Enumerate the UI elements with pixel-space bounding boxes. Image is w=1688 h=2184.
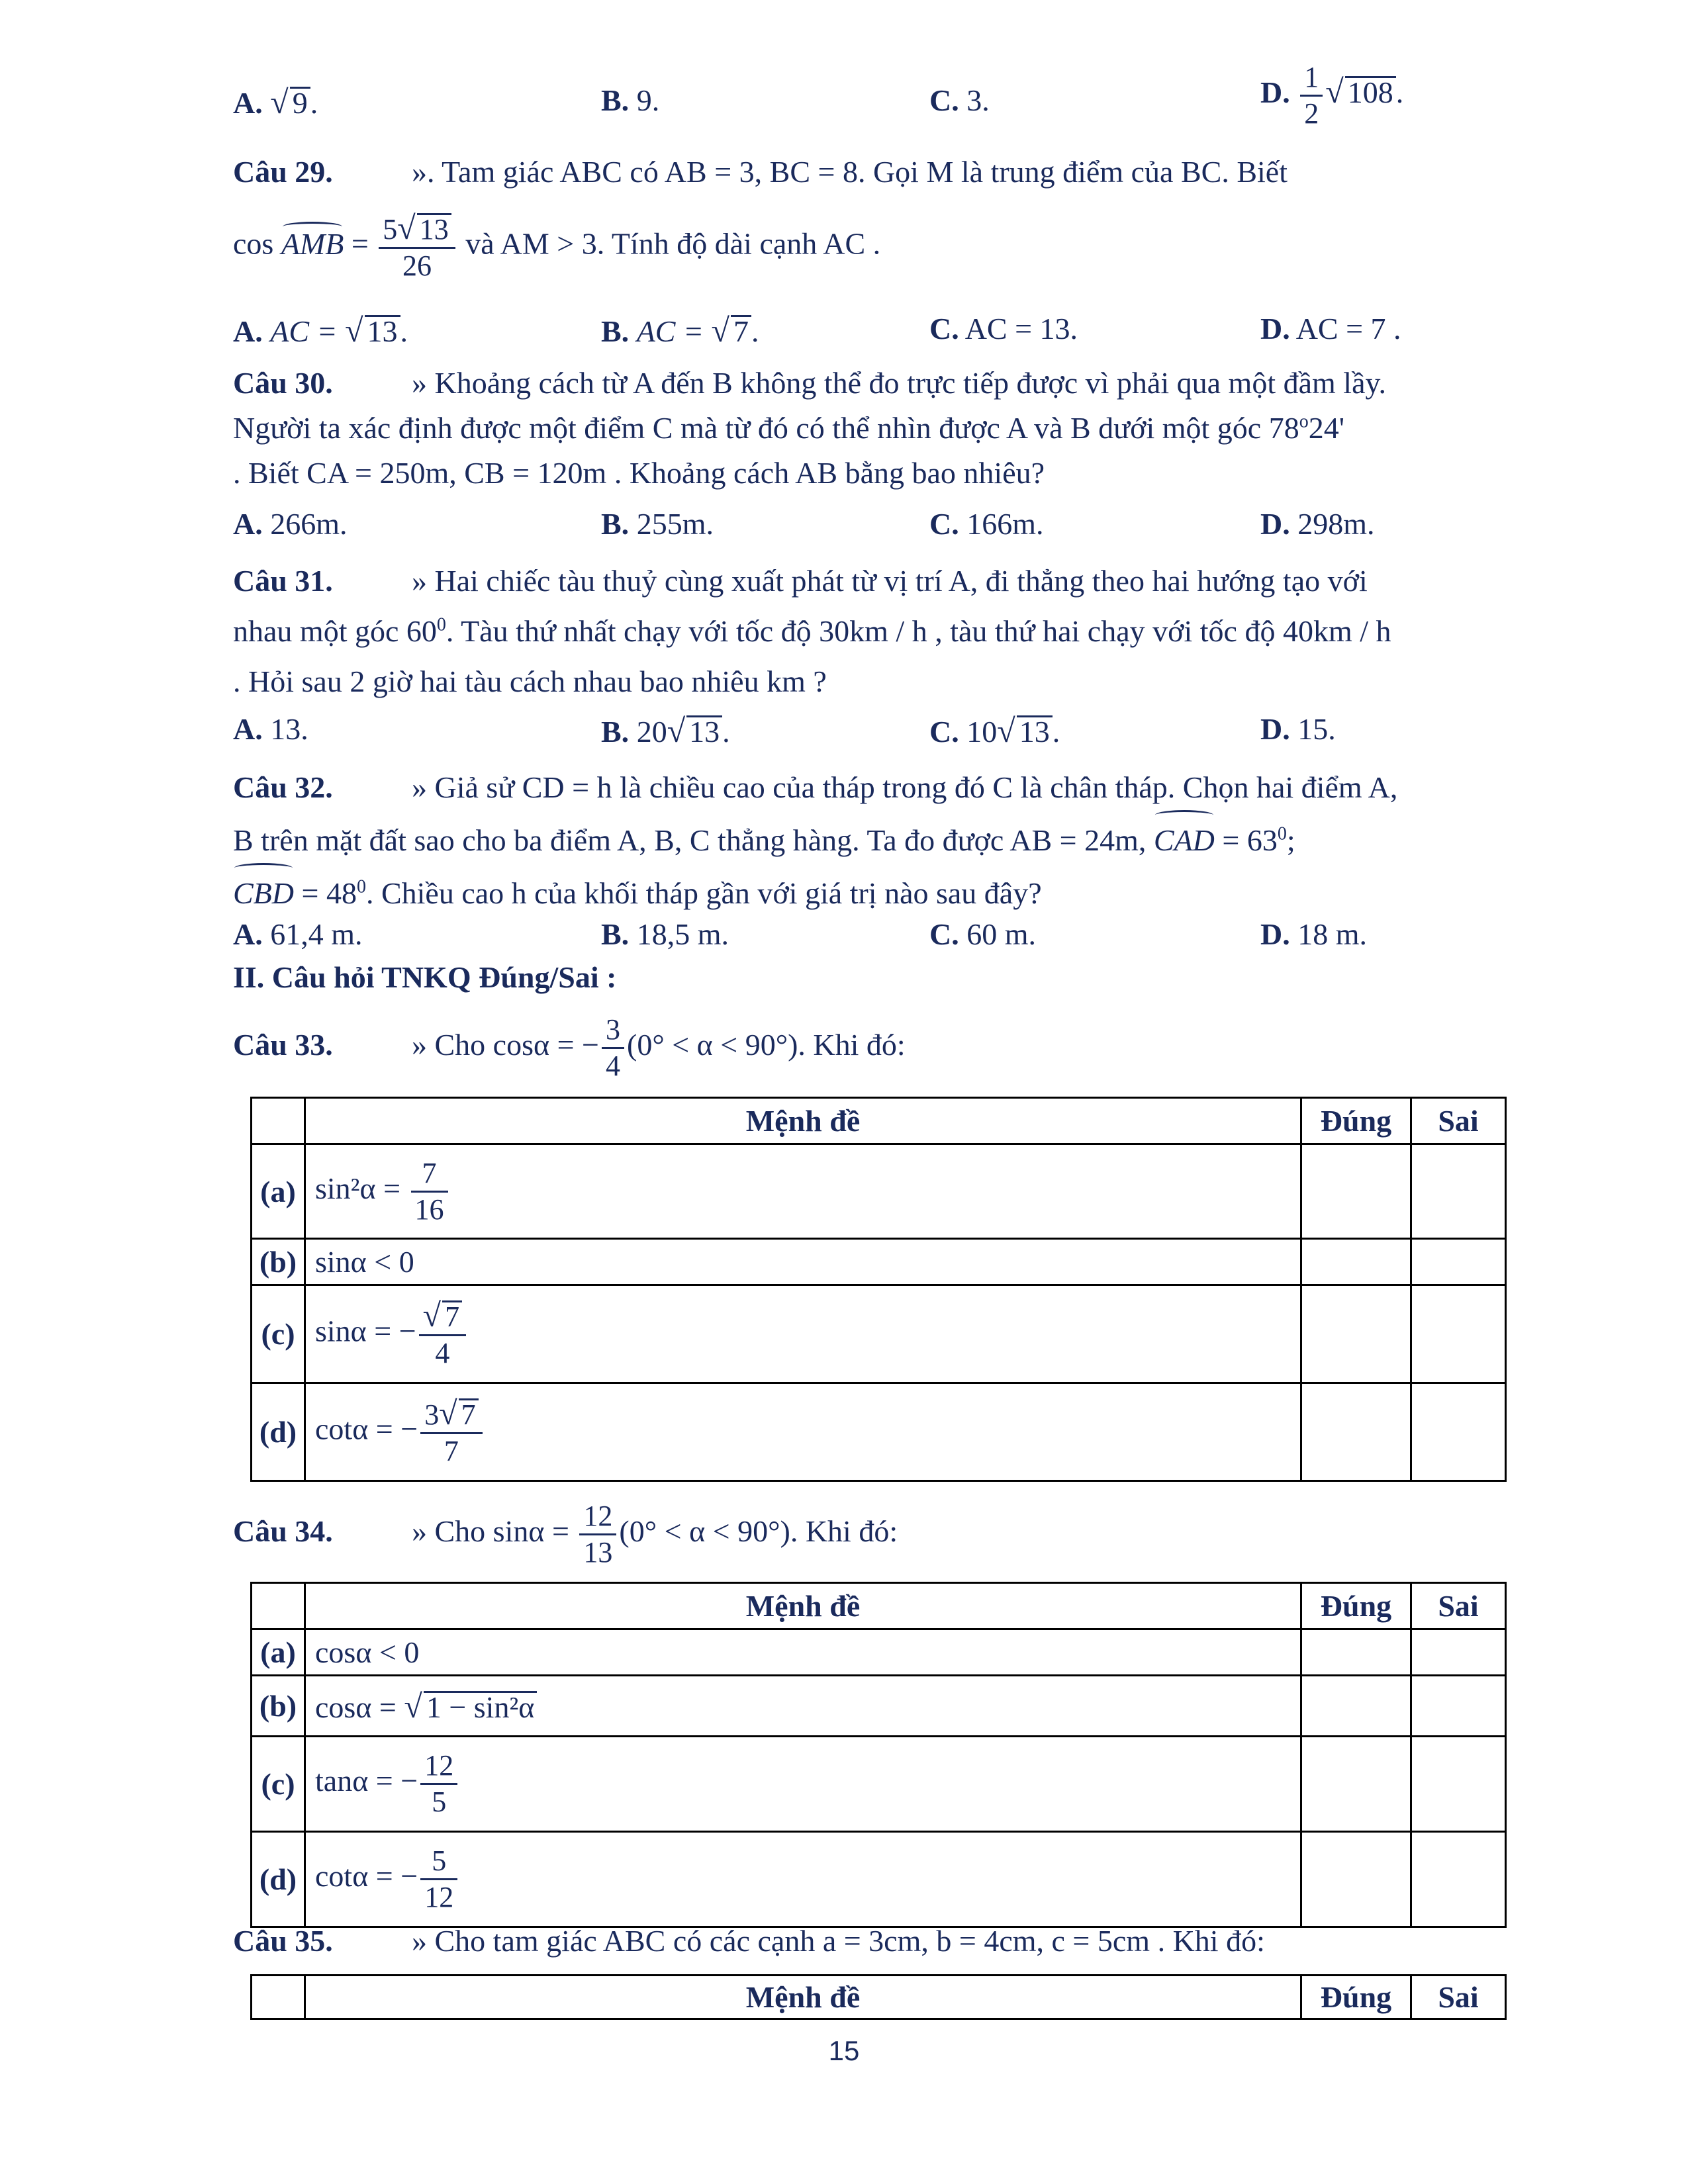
q34-row-d-sai[interactable] xyxy=(1411,1832,1506,1927)
q33-row-a-prop: sin²α = $\frac{7}{16}$ xyxy=(305,1144,1301,1239)
q33-stem: Câu 33. » Cho cosα = − $\frac{3}{4}$ (0° < α < 90°). Khi đó: xyxy=(233,1013,906,1082)
q34-row-b-prop: cosα = √ 1 − sin²α xyxy=(305,1676,1301,1737)
q30-option-b[interactable]: B. 255m. xyxy=(601,507,714,541)
q34-row-c-prop: tanα = − $\frac{12}{5}$ xyxy=(305,1737,1301,1832)
q33-row-c-sai[interactable] xyxy=(1411,1285,1506,1383)
q32-option-b[interactable]: B. 18,5 m. xyxy=(601,917,729,951)
q35-stem: Câu 35. » Cho tam giác ABC có các cạnh a = 3cm, b = 4cm, c = 5cm . Khi đó: xyxy=(233,1924,1265,1958)
q35-header-empty xyxy=(252,1976,305,2019)
q29-option-d[interactable]: D. AC = 7 . xyxy=(1260,312,1401,345)
q33-row-d-prop: cotα = − $\frac{3√ 7}{7}$ xyxy=(305,1383,1301,1481)
q33-row-d-label: (d) xyxy=(252,1383,305,1481)
angle-cad: CAD xyxy=(1154,814,1215,867)
q29-option-c[interactable]: C. AC = 13. xyxy=(929,312,1078,345)
q31-option-d[interactable]: D. 15. xyxy=(1260,712,1336,746)
q33-row-a-sai[interactable] xyxy=(1411,1144,1506,1239)
q34-stem: Câu 34. » Cho sinα = $\frac{12}{13}$ (0° < α < 90°). Khi đó: xyxy=(233,1500,898,1569)
q33-header-empty xyxy=(252,1098,305,1144)
q30-option-c[interactable]: C. 166m. xyxy=(929,507,1044,541)
q33-table xyxy=(250,1097,1507,1482)
q32-option-d[interactable]: D. 18 m. xyxy=(1260,917,1368,951)
page-number: 15 xyxy=(828,2035,860,2066)
q31-option-a[interactable]: A. 13. xyxy=(233,712,308,746)
angle-amb: AMB xyxy=(281,226,344,263)
q32-option-a[interactable]: A. 61,4 m. xyxy=(233,917,363,951)
q33-row-a-dung[interactable] xyxy=(1301,1144,1411,1239)
q29-option-b[interactable]: B. AC = √ 7. xyxy=(601,312,759,349)
q29-options xyxy=(233,311,1507,351)
q28-option-d[interactable]: D. $\frac{1}{2}$ √ 108. xyxy=(1260,61,1404,130)
q34-row-a-dung[interactable] xyxy=(1301,1629,1411,1676)
q33-row-b-sai[interactable] xyxy=(1411,1239,1506,1285)
q32-options xyxy=(233,917,1507,956)
q33-row-c-label: (c) xyxy=(252,1285,305,1383)
q28-option-a[interactable]: A. √ 9. xyxy=(233,83,318,120)
q33-header-dung: Đúng xyxy=(1301,1098,1411,1144)
q34-row-b xyxy=(252,1676,1506,1737)
q34-row-d-prop: cotα = − $\frac{5}{12}$ xyxy=(305,1832,1301,1927)
angle-cbd: CBD xyxy=(233,867,294,920)
q34-table xyxy=(250,1582,1507,1928)
q34-row-a-prop: cosα < 0 xyxy=(305,1629,1301,1676)
q33-row-d-sai[interactable] xyxy=(1411,1383,1506,1481)
q35-header-dung: Đúng xyxy=(1301,1976,1411,2019)
q33-row-a-label: (a) xyxy=(252,1144,305,1239)
q34-row-b-label: (b) xyxy=(252,1676,305,1737)
q30-option-d[interactable]: D. 298m. xyxy=(1260,507,1375,541)
section-title-true-false: II. Câu hỏi TNKQ Đúng/Sai : xyxy=(233,960,617,994)
q33-row-d-dung[interactable] xyxy=(1301,1383,1411,1481)
q35-header-sai: Sai xyxy=(1411,1976,1506,2019)
q34-row-c xyxy=(252,1737,1506,1832)
q32-option-c[interactable]: C. 60 m. xyxy=(929,917,1037,951)
q33-header-prop: Mệnh đề xyxy=(305,1098,1301,1144)
q34-row-b-dung[interactable] xyxy=(1301,1676,1411,1737)
q35-table-header xyxy=(252,1976,1506,2019)
q34-header-empty xyxy=(252,1583,305,1629)
q34-row-d-dung[interactable] xyxy=(1301,1832,1411,1927)
q35-table xyxy=(250,1974,1507,2020)
q28-option-c[interactable]: C. 3. xyxy=(929,83,990,117)
q28-option-b[interactable]: B. 9. xyxy=(601,83,660,117)
q33-row-c-dung[interactable] xyxy=(1301,1285,1411,1383)
q34-table-header xyxy=(252,1583,1506,1629)
q29-option-a[interactable]: A. AC = √ 13. xyxy=(233,312,408,349)
q35-header-prop: Mệnh đề xyxy=(305,1976,1301,2019)
q34-row-c-dung[interactable] xyxy=(1301,1737,1411,1832)
q29-stem: Câu 29. ». Tam giác ABC có AB = 3, BC = 8. Gọi M là trung điểm của BC. Biết xyxy=(233,155,1288,189)
q31-option-b[interactable]: B. 20√ 13. xyxy=(601,712,730,749)
q30-stem: Câu 30. » Khoảng cách từ A đến B không thể đo trực tiếp được vì phải qua một đầm lầy. Người ta xác định được một điểm C mà từ đó có thể nhìn được A và B dưới một góc 78$^o$24' . Biết CA = 250m, CB = 120m . Khoảng cách AB bằng bao nhiêu? xyxy=(233,366,1386,490)
q34-header-sai: Sai xyxy=(1411,1583,1506,1629)
q34-row-b-sai[interactable] xyxy=(1411,1676,1506,1737)
q33-header-sai: Sai xyxy=(1411,1098,1506,1144)
q34-row-d xyxy=(252,1832,1506,1927)
q33-row-c-prop: sinα = − $\frac{√ 7}{4}$ xyxy=(305,1285,1301,1383)
q31-stem: Câu 31. » Hai chiếc tàu thuỷ cùng xuất phát từ vị trí A, đi thẳng theo hai hướng tạo với nhau một góc $60^0$. Tàu thứ nhất chạy với tốc độ 30km / h , tàu thứ hai chạy với tốc độ 40km / h . Hỏi sau 2 giờ hai tàu cách nhau bao nhiêu km ? xyxy=(233,564,1391,698)
q32-stem: Câu 32. » Giả sử CD = h là chiều cao của tháp trong đó C là chân tháp. Chọn hai điểm A, B trên mặt đất sao cho ba điểm A, B, C thẳng hàng. Ta đo được AB = 24m, CAD = $63^0$; CBD = $48^0$. Chiều cao h của khối tháp gần với giá trị nào sau đây? xyxy=(233,761,1507,920)
q33-row-a xyxy=(252,1144,1506,1239)
q29-condition: cos AMB = $\frac{5√ 13}{26}$ và AM > 3. Tính độ dài cạnh AC . xyxy=(233,209,881,282)
q33-row-b-dung[interactable] xyxy=(1301,1239,1411,1285)
q33-table-header xyxy=(252,1098,1506,1144)
q34-row-d-label: (d) xyxy=(252,1832,305,1927)
q33-row-b-prop: sinα < 0 xyxy=(305,1239,1301,1285)
q34-row-a xyxy=(252,1629,1506,1676)
q33-row-d xyxy=(252,1383,1506,1481)
q34-row-a-sai[interactable] xyxy=(1411,1629,1506,1676)
q33-row-c xyxy=(252,1285,1506,1383)
q30-option-a[interactable]: A. 266m. xyxy=(233,507,348,541)
q33-row-b-label: (b) xyxy=(252,1239,305,1285)
q34-row-a-label: (a) xyxy=(252,1629,305,1676)
q31-option-c[interactable]: C. 10√ 13. xyxy=(929,712,1060,749)
q34-row-c-label: (c) xyxy=(252,1737,305,1832)
q34-header-prop: Mệnh đề xyxy=(305,1583,1301,1629)
q33-row-b xyxy=(252,1239,1506,1285)
q34-header-dung: Đúng xyxy=(1301,1583,1411,1629)
q31-options xyxy=(233,711,1507,751)
q34-row-c-sai[interactable] xyxy=(1411,1737,1506,1832)
q30-options xyxy=(233,506,1507,546)
q28-options xyxy=(233,61,1507,130)
